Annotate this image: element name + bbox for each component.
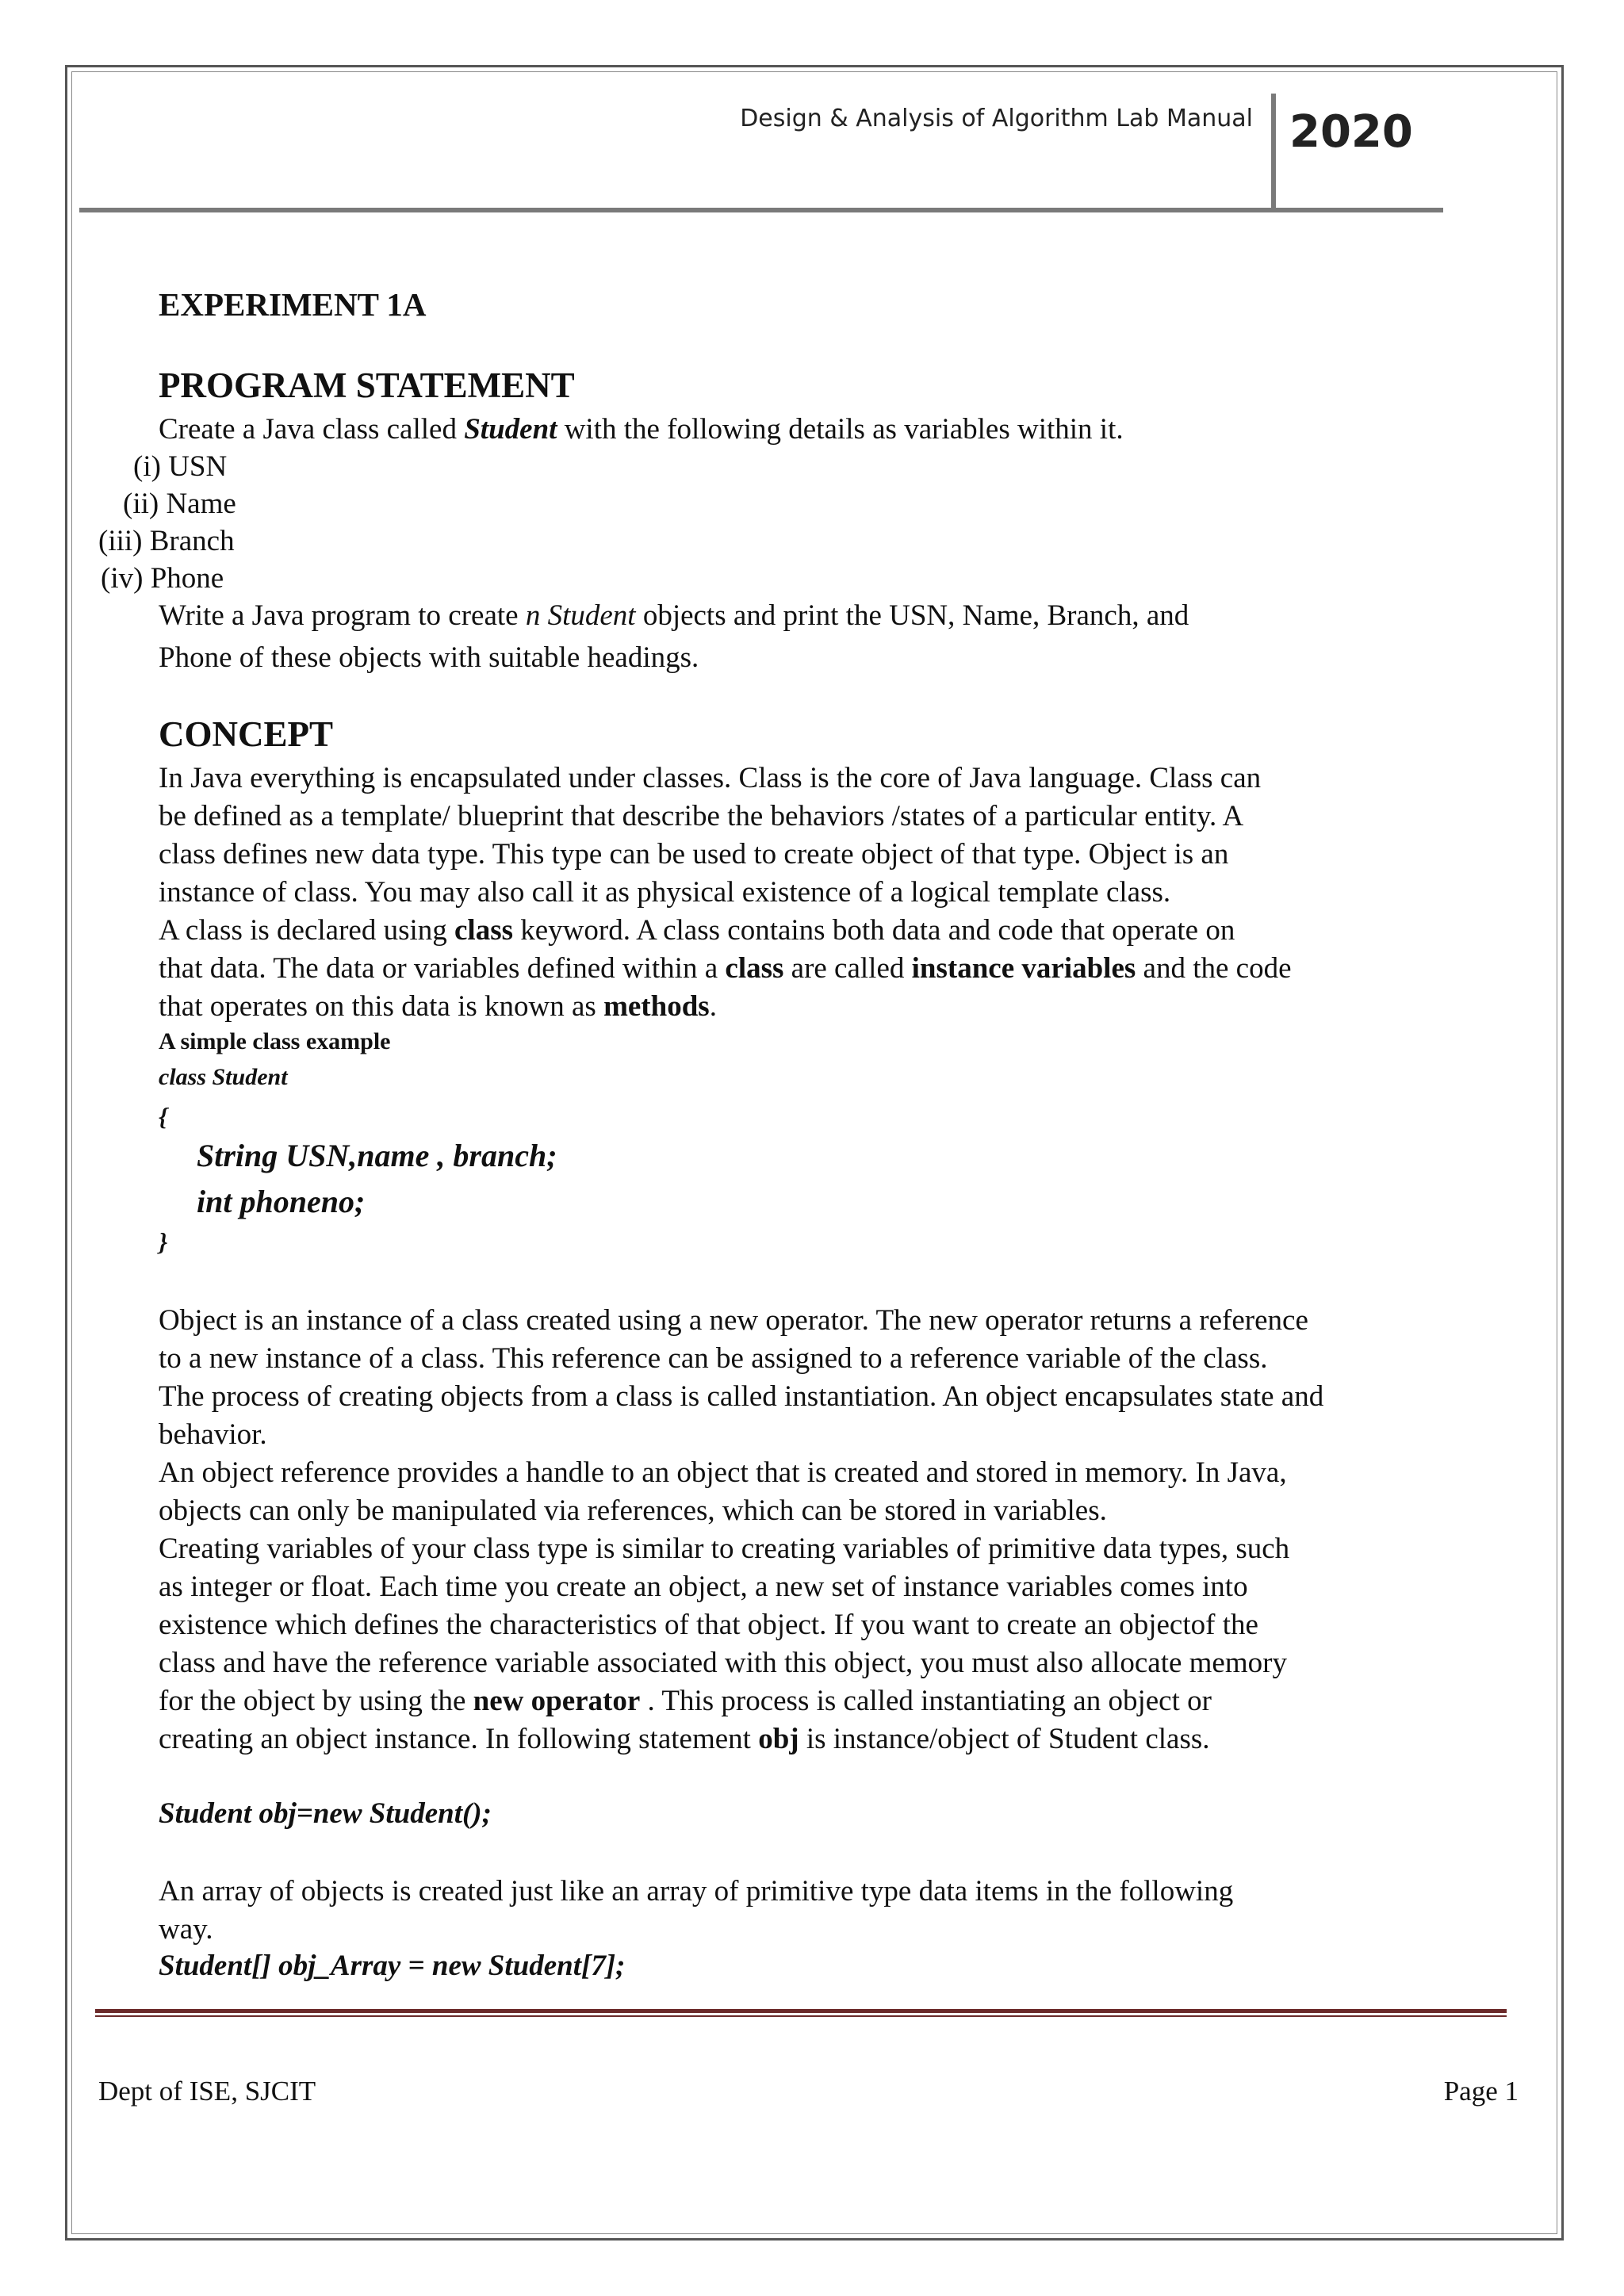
footer-page-number: Page 1: [1443, 2076, 1519, 2107]
concept-paragraph-6: An array of objects is created just like an array of primitive type data items in the following way.: [159, 1875, 1234, 1946]
program-write-line2: Phone of these objects with suitable headings.: [159, 641, 699, 674]
program-write-line1: Write a Java program to create n Student objects and print the USN, Name, Branch, and: [159, 599, 1189, 632]
concept-paragraph-1: In Java everything is encapsulated under classes. Class is the core of Java language. Class can be defined as a template/ blueprint that describe the behaviors /states of a particular entity. A class defines new data type. This type can be used to create object of that type. Object is an instance of class. You may also call it as physical existence of a logical template class.: [159, 762, 1262, 909]
code-line-phone: int phoneno;: [197, 1184, 366, 1219]
code-close-brace: }: [159, 1227, 168, 1256]
code-open-brace: {: [159, 1102, 168, 1131]
code-object-creation: Student obj=new Student();: [159, 1797, 492, 1830]
list-item: (iii) Branch: [98, 525, 235, 557]
list-item: (iv) Phone: [101, 562, 224, 595]
footer-department: Dept of ISE, SJCIT: [98, 2076, 316, 2107]
header-divider-vertical: [1271, 94, 1276, 212]
concept-paragraph-3: Object is an instance of a class created using a new operator. The new operator returns a reference to a new instance of a class. This reference can be assigned to a reference variable of the class. The process of creating objects from a class is called instantiation. An object encapsulates state and behavior.: [159, 1304, 1324, 1451]
program-statement-heading: PROGRAM STATEMENT: [159, 365, 575, 405]
header-title: Design & Analysis of Algorithm Lab Manual: [740, 105, 1253, 132]
concept-heading: CONCEPT: [159, 714, 334, 754]
header-divider-horizontal: [79, 208, 1443, 212]
footer-divider-thin: [95, 2015, 1507, 2017]
header-year: 2020: [1289, 106, 1413, 158]
concept-paragraph-5: Creating variables of your class type is similar to creating variables of primitive data types, such as integer or float. Each time you create an object, a new set of instance variables comes into existence which defines the characteristics of that object. If you want to create an objectof the class and have the reference variable associated with this object, you must also allocate memory for the object by using the new operator . This process is called instantiating an object or creating an object instance. In following statement obj is instance/object of Student class.: [159, 1533, 1290, 1755]
list-item: (ii) Name: [123, 488, 236, 520]
list-item: (i) USN: [133, 450, 228, 483]
experiment-heading: EXPERIMENT 1A: [159, 286, 427, 323]
program-intro: Create a Java class called Student with the following details as variables within it.: [159, 413, 1124, 446]
footer-divider: [95, 2009, 1507, 2013]
code-array-creation: Student[] obj_Array = new Student[7];: [159, 1950, 626, 1982]
student-class-name: Student: [464, 413, 557, 446]
example-heading: A simple class example: [159, 1028, 391, 1054]
concept-paragraph-2: A class is declared using class keyword. A class contains both data and code that operate on that data. The data or variables defined within a class are called instance variables and the code that operates on this data is known as methods.: [159, 914, 1292, 1023]
code-class-declaration: class Student: [159, 1064, 288, 1090]
code-line-fields: String USN,name , branch;: [197, 1138, 557, 1173]
concept-paragraph-4: An object reference provides a handle to an object that is created and stored in memory. In Java, objects can only be manipulated via references, which can be stored in variables.: [159, 1456, 1287, 1527]
